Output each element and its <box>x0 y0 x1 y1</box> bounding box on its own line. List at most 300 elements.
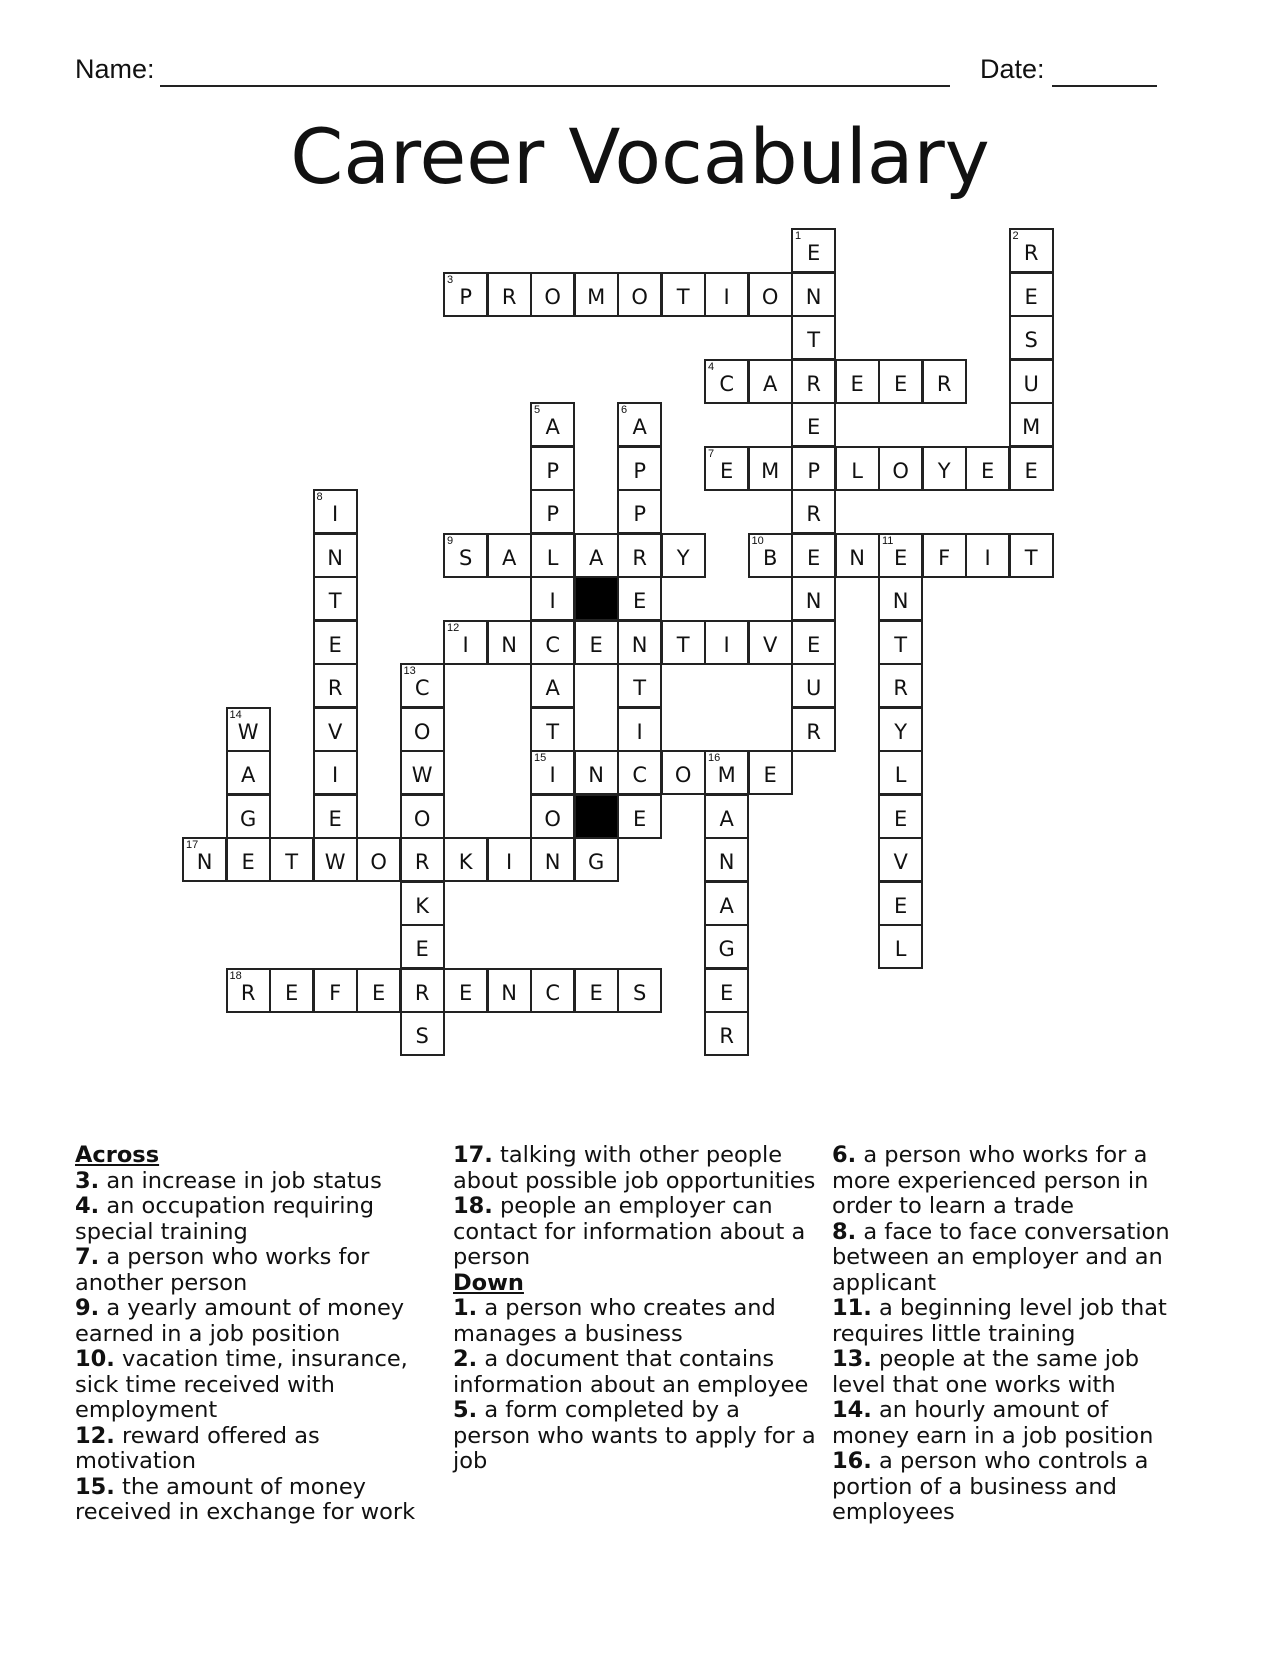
clue-text: people an employer can contact for information about a person <box>453 1193 806 1270</box>
cell-letter: S <box>458 545 473 570</box>
crossword-cell[interactable] <box>791 620 836 665</box>
cell-letter: I <box>332 502 339 526</box>
cell-letter: M <box>717 763 736 787</box>
crossword-cell[interactable] <box>878 794 923 839</box>
crossword-cell[interactable] <box>791 228 836 273</box>
crossword-cell[interactable] <box>443 837 488 882</box>
clue-item <box>75 1169 435 1195</box>
crossword-cell[interactable] <box>226 707 271 752</box>
crossword-cell[interactable] <box>400 750 445 795</box>
cell-letter: T <box>676 632 690 657</box>
crossword-cell[interactable] <box>443 533 488 578</box>
cell-letter: L <box>851 458 863 483</box>
cell-letter: N <box>327 545 343 570</box>
clue-number-label: 2. <box>453 1346 478 1372</box>
crossword-cell[interactable] <box>704 359 749 404</box>
black-square <box>574 794 619 839</box>
crossword-cell[interactable] <box>878 359 923 404</box>
cell-letter: E <box>633 589 647 613</box>
clue-item <box>832 1143 1192 1220</box>
cell-letter: O <box>413 719 431 744</box>
cell-letter: I <box>723 632 730 657</box>
name-blank[interactable] <box>160 85 950 87</box>
crossword-cell[interactable] <box>400 707 445 752</box>
crossword-cell[interactable] <box>704 750 749 795</box>
clue-item <box>75 1347 435 1424</box>
cell-letter: N <box>849 545 865 570</box>
crossword-cell[interactable] <box>617 794 662 839</box>
crossword-cell[interactable] <box>356 968 401 1013</box>
crossword-cell[interactable] <box>704 446 749 491</box>
clue-number: 1 <box>795 230 802 242</box>
clue-number: 4 <box>708 360 715 373</box>
crossword-cell[interactable] <box>400 924 445 969</box>
clue-number: 18 <box>229 969 242 982</box>
cell-letter: G <box>718 937 735 961</box>
clue-number-label: 1. <box>453 1295 478 1321</box>
clue-item <box>75 1424 435 1475</box>
clue-item <box>453 1296 819 1347</box>
cell-letter: B <box>762 545 778 570</box>
cell-letter: C <box>545 632 560 657</box>
cell-letter: O <box>761 284 779 309</box>
date-blank[interactable] <box>1052 85 1157 87</box>
crossword-cell[interactable] <box>878 924 923 969</box>
cell-letter: A <box>632 415 647 439</box>
cell-letter: A <box>240 763 256 787</box>
crossword-cell[interactable] <box>400 968 445 1013</box>
crossword-cell[interactable] <box>313 663 358 708</box>
cell-letter: E <box>720 458 734 483</box>
crossword-cell[interactable] <box>313 576 358 621</box>
crossword-cell[interactable] <box>617 533 662 578</box>
cell-letter: N <box>501 980 517 1005</box>
cell-letter: S <box>1024 328 1038 352</box>
clue-number-label: 18. <box>453 1193 493 1219</box>
clue-number: 16 <box>708 752 721 764</box>
crossword-cell[interactable] <box>748 446 793 491</box>
crossword-cell[interactable] <box>704 620 749 665</box>
crossword-cell[interactable] <box>487 272 532 317</box>
cell-letter: O <box>544 806 561 831</box>
cell-letter: W <box>411 763 433 787</box>
cell-letter: E <box>1024 284 1038 309</box>
crossword-cell[interactable] <box>530 533 575 578</box>
cell-letter: W <box>324 850 346 874</box>
cell-letter: E <box>328 806 342 831</box>
crossword-cell[interactable] <box>530 837 575 882</box>
cell-letter: T <box>546 719 560 744</box>
crossword-cell[interactable] <box>530 750 575 795</box>
crossword-cell[interactable] <box>748 750 793 795</box>
crossword-cell[interactable] <box>400 837 445 882</box>
clue-number-label: 15. <box>75 1473 115 1500</box>
cell-letter: I <box>984 545 991 570</box>
clue-text: reward offered as motivation <box>75 1422 320 1474</box>
clue-number: 15 <box>534 752 547 764</box>
cell-letter: C <box>632 763 647 787</box>
across-heading: Across <box>75 1142 160 1168</box>
cell-letter: E <box>894 371 908 396</box>
cell-letter: V <box>762 632 778 657</box>
crossword-cell[interactable] <box>878 837 923 882</box>
crossword-cell[interactable] <box>704 837 749 882</box>
crossword-cell[interactable] <box>443 968 488 1013</box>
crossword-cell[interactable] <box>530 272 575 317</box>
crossword-cell[interactable] <box>965 446 1010 491</box>
cell-letter: O <box>413 806 431 831</box>
cell-letter: E <box>807 241 821 265</box>
crossword-cell[interactable] <box>487 620 532 665</box>
crossword-cell[interactable] <box>661 533 706 578</box>
cell-letter: O <box>544 284 561 309</box>
crossword-cell[interactable] <box>574 533 619 578</box>
cell-letter: E <box>894 893 908 918</box>
cell-letter: P <box>633 502 646 526</box>
cell-letter: T <box>328 589 342 613</box>
crossword-cell[interactable] <box>313 837 358 882</box>
clue-item <box>453 1347 819 1398</box>
date-label: Date: <box>980 54 1045 84</box>
crossword-cell[interactable] <box>313 968 358 1013</box>
clue-item <box>453 1194 819 1271</box>
cell-letter: A <box>545 415 560 439</box>
clue-text: people at the same job level that one works with <box>832 1346 1139 1398</box>
cell-letter: R <box>1023 241 1039 265</box>
cell-letter: E <box>981 458 995 483</box>
crossword-cell[interactable] <box>835 446 880 491</box>
crossword-cell[interactable] <box>617 620 662 665</box>
clue-number-label: 8. <box>832 1218 857 1245</box>
crossword-cell[interactable] <box>704 272 749 317</box>
crossword-cell[interactable] <box>878 576 923 621</box>
cell-letter: E <box>241 850 255 874</box>
cell-letter: N <box>631 632 648 657</box>
crossword-cell[interactable] <box>400 663 445 708</box>
clue-text: a face to face conversation between an employer and an applicant <box>832 1218 1170 1296</box>
cell-letter: N <box>588 763 604 787</box>
cell-letter: R <box>806 719 821 744</box>
clue-number-label: 5. <box>453 1397 478 1423</box>
crossword-cell[interactable] <box>791 446 836 491</box>
clue-number-label: 11. <box>832 1295 872 1321</box>
clue-number-label: 17. <box>453 1142 493 1168</box>
header <box>0 48 1280 98</box>
crossword-cell[interactable] <box>530 620 575 665</box>
clue-number-label: 10. <box>75 1346 115 1372</box>
clue-number: 5 <box>534 404 541 416</box>
cell-letter: V <box>327 719 343 744</box>
crossword-cell[interactable] <box>1009 446 1054 491</box>
cell-letter: P <box>807 458 820 483</box>
crossword-cell[interactable] <box>226 794 271 839</box>
clue-number-label: 13. <box>832 1346 872 1372</box>
cell-letter: R <box>414 980 430 1005</box>
crossword-cell[interactable] <box>617 402 662 447</box>
crossword-cell[interactable] <box>443 620 488 665</box>
clue-number: 6 <box>621 404 628 416</box>
cell-letter: I <box>462 632 469 657</box>
crossword-cell[interactable] <box>748 272 793 317</box>
clue-column-3 <box>832 1143 1192 1526</box>
crossword-cell[interactable] <box>530 489 575 534</box>
clue-number: 11 <box>882 534 894 547</box>
clue-number-label: 9. <box>75 1295 100 1321</box>
page-title: Career Vocabulary <box>290 112 990 201</box>
crossword-cell[interactable] <box>400 1011 445 1056</box>
crossword-cell[interactable] <box>1009 272 1054 317</box>
cell-letter: E <box>459 980 473 1005</box>
cell-letter: S <box>415 1024 429 1048</box>
cell-letter: R <box>632 545 647 570</box>
clue-number-label: 4. <box>75 1193 100 1219</box>
crossword-cell[interactable] <box>487 968 532 1013</box>
cell-letter: E <box>372 980 386 1005</box>
cell-letter: P <box>459 284 472 309</box>
crossword-cell[interactable] <box>1009 533 1054 578</box>
crossword-cell[interactable] <box>704 881 749 926</box>
crossword-cell[interactable] <box>226 968 271 1013</box>
crossword-cell[interactable] <box>878 620 923 665</box>
clue-text: talking with other people about possible job opportunities <box>453 1142 816 1194</box>
cell-letter: T <box>1024 545 1038 570</box>
crossword-cell[interactable] <box>704 924 749 969</box>
crossword-cell[interactable] <box>400 881 445 926</box>
cell-letter: O <box>892 458 909 483</box>
cell-letter: K <box>458 850 473 874</box>
clue-number: 2 <box>1012 230 1019 242</box>
cell-letter: N <box>805 589 822 613</box>
clue-text: a form completed by a person who wants to apply for a job <box>453 1397 816 1474</box>
cell-letter: W <box>237 719 259 744</box>
cell-letter: P <box>633 458 646 483</box>
crossword-cell[interactable] <box>1009 315 1054 360</box>
cell-letter: T <box>807 328 821 352</box>
clue-text: an increase in job status <box>99 1167 382 1194</box>
crossword-cell[interactable] <box>617 707 662 752</box>
cell-letter: N <box>718 850 735 874</box>
crossword-grid <box>183 229 1093 1096</box>
cell-letter: P <box>546 458 559 483</box>
clue-number-label: 12. <box>75 1422 115 1449</box>
crossword-cell[interactable] <box>791 533 836 578</box>
crossword-cell[interactable] <box>530 968 575 1013</box>
crossword-cell[interactable] <box>1009 359 1054 404</box>
crossword-cell[interactable] <box>574 620 619 665</box>
crossword-cell[interactable] <box>791 663 836 708</box>
crossword-cell[interactable] <box>878 663 923 708</box>
cell-letter: T <box>285 850 299 874</box>
crossword-cell[interactable] <box>530 707 575 752</box>
crossword-cell[interactable] <box>922 359 967 404</box>
clue-column-1 <box>75 1143 435 1526</box>
cell-letter: L <box>894 937 907 961</box>
crossword-cell[interactable] <box>530 446 575 491</box>
cell-letter: M <box>1022 415 1041 439</box>
crossword-cell[interactable] <box>1009 228 1054 273</box>
crossword-cell[interactable] <box>704 1011 749 1056</box>
crossword-cell[interactable] <box>313 533 358 578</box>
clue-item <box>832 1398 1192 1449</box>
crossword-cell[interactable] <box>313 489 358 534</box>
crossword-cell[interactable] <box>617 446 662 491</box>
crossword-cell[interactable] <box>617 968 662 1013</box>
crossword-cell[interactable] <box>835 533 880 578</box>
crossword-cell[interactable] <box>661 620 706 665</box>
cell-letter: E <box>850 371 864 396</box>
crossword-cell[interactable] <box>530 794 575 839</box>
clue-text: a person who creates and manages a business <box>453 1295 776 1347</box>
crossword-cell[interactable] <box>704 794 749 839</box>
cell-letter: R <box>501 284 517 309</box>
crossword-cell[interactable] <box>574 837 619 882</box>
crossword-cell[interactable] <box>226 837 271 882</box>
crossword-cell[interactable] <box>791 489 836 534</box>
clue-number: 9 <box>447 534 454 547</box>
crossword-cell[interactable] <box>748 359 793 404</box>
cell-letter: F <box>329 980 342 1005</box>
cell-letter: M <box>587 284 606 309</box>
cell-letter: T <box>633 676 647 700</box>
crossword-cell[interactable] <box>530 402 575 447</box>
crossword-cell[interactable] <box>791 402 836 447</box>
crossword-cell[interactable] <box>1009 402 1054 447</box>
crossword-cell[interactable] <box>835 359 880 404</box>
clue-text: the amount of money received in exchange for work <box>75 1473 416 1525</box>
crossword-cell[interactable] <box>313 620 358 665</box>
crossword-cell[interactable] <box>226 750 271 795</box>
crossword-cell[interactable] <box>922 446 967 491</box>
clue-text: a person who works for another person <box>75 1244 370 1296</box>
clue-text: a yearly amount of money earned in a job position <box>75 1295 405 1347</box>
clue-number-label: 3. <box>75 1167 100 1194</box>
clue-number: 13 <box>403 665 416 677</box>
crossword-cell[interactable] <box>574 750 619 795</box>
cell-letter: T <box>894 632 908 657</box>
crossword-cell[interactable] <box>748 533 793 578</box>
clue-text: a beginning level job that requires little training <box>832 1295 1167 1347</box>
cell-letter: A <box>545 676 560 700</box>
crossword-cell[interactable] <box>878 533 923 578</box>
clue-number: 14 <box>229 708 242 721</box>
cell-letter: N <box>196 850 213 874</box>
cell-letter: I <box>549 589 556 613</box>
crossword-cell[interactable] <box>617 272 662 317</box>
crossword-cell[interactable] <box>487 837 532 882</box>
crossword-cell[interactable] <box>661 750 706 795</box>
clue-item <box>832 1220 1192 1297</box>
cell-letter: E <box>1024 458 1038 483</box>
cell-letter: R <box>240 980 256 1005</box>
crossword-cell[interactable] <box>356 837 401 882</box>
cell-letter: I <box>549 763 556 787</box>
cell-letter: A <box>762 371 778 396</box>
cell-letter: O <box>370 850 387 874</box>
cell-letter: N <box>805 284 822 309</box>
crossword-cell[interactable] <box>617 750 662 795</box>
cell-letter: G <box>240 806 257 831</box>
crossword-cell[interactable] <box>878 750 923 795</box>
crossword-cell[interactable] <box>530 663 575 708</box>
cell-letter: S <box>632 980 647 1005</box>
crossword-cell[interactable] <box>574 272 619 317</box>
crossword-cell[interactable] <box>574 968 619 1013</box>
clue-text: an hourly amount of money earn in a job position <box>832 1397 1154 1449</box>
crossword-cell[interactable] <box>748 620 793 665</box>
cell-letter: A <box>588 545 604 570</box>
crossword-cell[interactable] <box>878 881 923 926</box>
cell-letter: O <box>631 284 648 309</box>
crossword-cell[interactable] <box>182 837 227 882</box>
cell-letter: Y <box>676 545 690 570</box>
cell-letter: O <box>674 763 692 787</box>
crossword-cell[interactable] <box>878 707 923 752</box>
crossword-cell[interactable] <box>791 272 836 317</box>
clue-text: a person who works for a more experienced person in order to learn a trade <box>832 1142 1149 1219</box>
crossword-cell[interactable] <box>617 663 662 708</box>
cell-letter: C <box>719 371 734 396</box>
cell-letter: C <box>545 980 560 1005</box>
cell-letter: G <box>588 850 605 874</box>
crossword-cell[interactable] <box>791 315 836 360</box>
cell-letter: A <box>501 545 517 570</box>
crossword-cell[interactable] <box>313 707 358 752</box>
crossword-cell[interactable] <box>487 533 532 578</box>
crossword-cell[interactable] <box>617 489 662 534</box>
crossword-cell[interactable] <box>791 576 836 621</box>
cell-letter: N <box>892 589 909 613</box>
crossword-cell[interactable] <box>617 576 662 621</box>
cell-letter: M <box>761 458 780 483</box>
clue-number-label: 16. <box>832 1448 872 1474</box>
crossword-cell[interactable] <box>791 707 836 752</box>
cell-letter: E <box>589 980 603 1005</box>
cell-letter: C <box>414 676 430 700</box>
crossword-cell[interactable] <box>400 794 445 839</box>
crossword-cell[interactable] <box>269 837 314 882</box>
cell-letter: E <box>328 632 342 657</box>
crossword-cell[interactable] <box>791 359 836 404</box>
clue-number: 3 <box>447 273 454 286</box>
crossword-cell[interactable] <box>443 272 488 317</box>
cell-letter: L <box>546 545 559 570</box>
crossword-cell[interactable] <box>661 272 706 317</box>
cell-letter: I <box>506 850 513 874</box>
clue-text: vacation time, insurance, sick time received with employment <box>75 1346 408 1423</box>
crossword-cell[interactable] <box>530 576 575 621</box>
crossword-cell[interactable] <box>269 968 314 1013</box>
crossword-cell[interactable] <box>313 750 358 795</box>
crossword-cell[interactable] <box>704 968 749 1013</box>
cell-letter: E <box>807 545 821 570</box>
clue-number: 8 <box>316 491 323 503</box>
crossword-cell[interactable] <box>965 533 1010 578</box>
clue-text: a person who controls a portion of a business and employees <box>832 1448 1149 1525</box>
clue-number-label: 6. <box>832 1142 857 1168</box>
clue-item <box>75 1475 435 1526</box>
cell-letter: I <box>723 284 730 309</box>
cell-letter: Y <box>937 458 951 483</box>
name-label: Name: <box>75 54 155 84</box>
clue-item <box>75 1245 435 1296</box>
cell-letter: E <box>285 980 299 1005</box>
cell-letter: R <box>936 371 952 396</box>
crossword-cell[interactable] <box>313 794 358 839</box>
crossword-cell[interactable] <box>922 533 967 578</box>
cell-letter: E <box>807 415 821 439</box>
crossword-cell[interactable] <box>878 446 923 491</box>
clue-number: 12 <box>447 621 460 634</box>
